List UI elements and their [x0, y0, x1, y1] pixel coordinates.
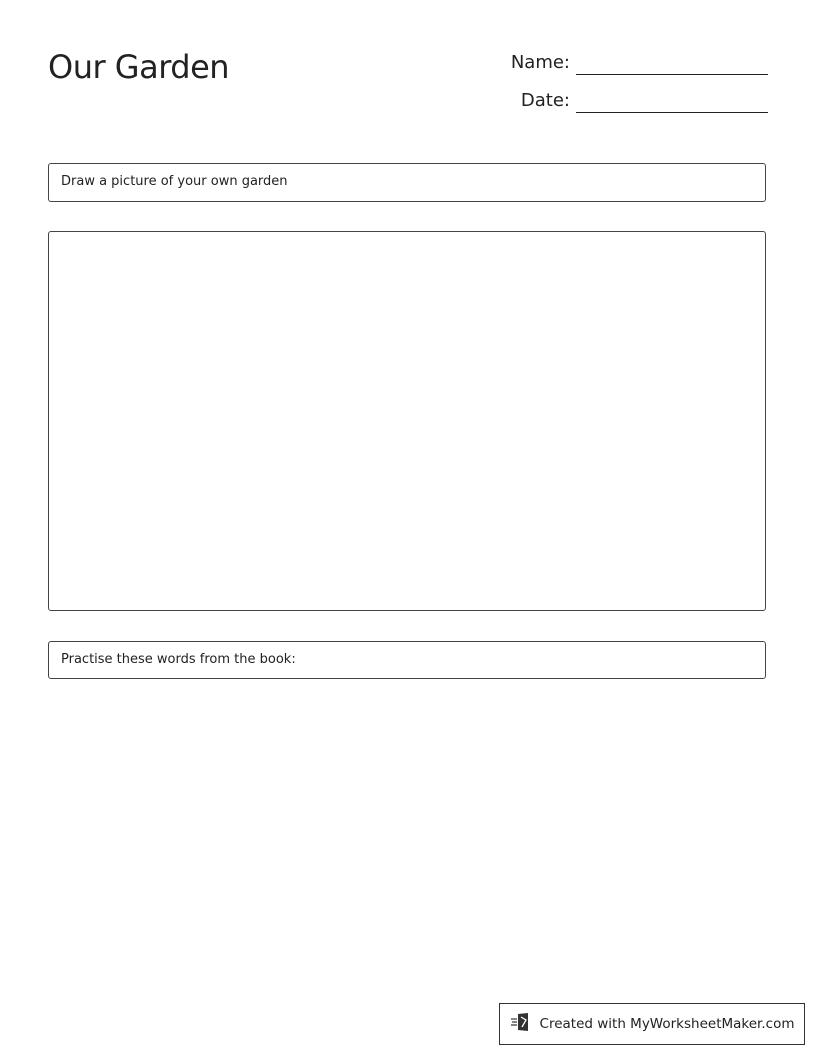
footer-badge[interactable] — [499, 1003, 805, 1045]
date-line[interactable] — [576, 111, 768, 113]
words-prompt-box — [48, 641, 766, 679]
drawing-prompt: Draw a picture of your own garden — [61, 174, 288, 189]
page-title: Our Garden — [48, 48, 230, 86]
drawing-prompt-box — [48, 163, 766, 202]
date-field — [478, 90, 768, 111]
words-prompt: Practise these words from the book: — [61, 652, 296, 667]
name-field — [478, 52, 768, 73]
name-line[interactable] — [576, 73, 768, 75]
name-label: Name: — [510, 52, 570, 73]
myworksheetmaker-logo-icon — [510, 1012, 532, 1036]
drawing-area[interactable] — [48, 231, 766, 611]
date-label: Date: — [520, 90, 570, 111]
footer-text: Created with MyWorksheetMaker.com — [539, 1016, 795, 1032]
